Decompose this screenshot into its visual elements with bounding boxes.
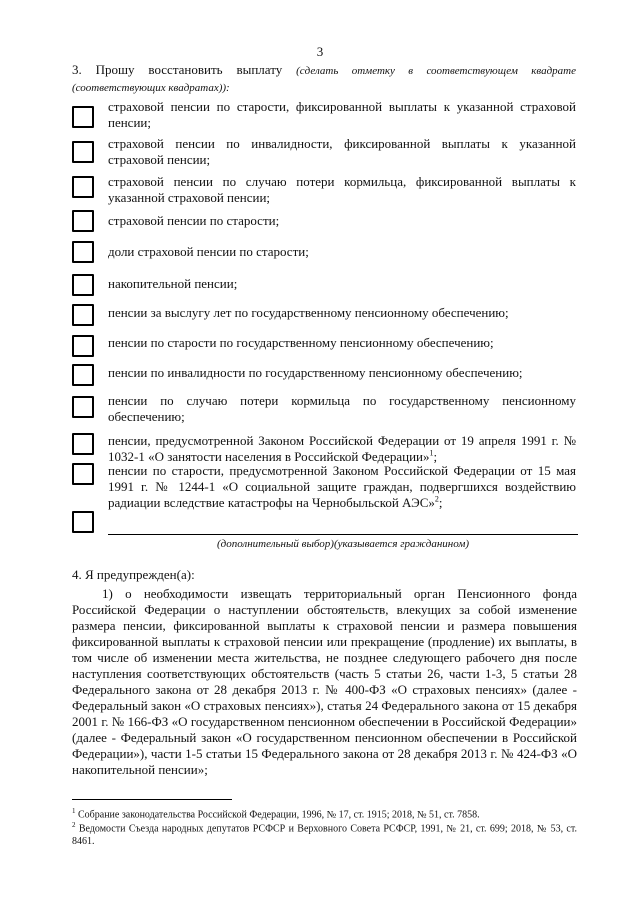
footnote-separator	[72, 799, 232, 800]
checkbox-disability-insurance-fixed[interactable]	[72, 141, 94, 163]
option-label: пенсии по старости по государственному пенсионному обеспечению;	[108, 335, 494, 350]
option-label: доли страховой пенсии по старости;	[108, 244, 309, 259]
checkbox-state-disability[interactable]	[72, 364, 94, 386]
footnote-text: Собрание законодательства Российской Федерации, 1996, № 17, ст. 1915; 2018, № 51, ст. 7858.	[78, 809, 480, 821]
additional-choice-caption: (дополнительный выбор)(указывается гражданином)	[216, 538, 470, 550]
option-label: пенсии за выслугу лет по государственному пенсионному обеспечению;	[108, 305, 509, 320]
checkbox-state-old-age[interactable]	[72, 335, 94, 357]
checkbox-survivor-insurance-fixed[interactable]	[72, 176, 94, 198]
additional-choice-input-line[interactable]	[108, 534, 578, 535]
option-label: страховой пенсии по старости;	[108, 213, 280, 228]
option-label: страховой пенсии по старости, фиксированной выплаты к указанной страховой пенсии;	[108, 99, 576, 130]
section-3-title	[72, 62, 576, 96]
checkbox-old-age-share[interactable]	[72, 241, 94, 263]
checkbox-funded-pension[interactable]	[72, 274, 94, 296]
section-4-heading: 4. Я предупрежден(а):	[72, 567, 195, 582]
option-label: пенсии по старости, предусмотренной Законом Российской Федерации от 15 мая 1991 г. № 1244-1 «О социальной защите граждан, подвергшихся воздействию радиации вследствие катастрофы на Чернобыльской АЭС»$^2$;	[108, 463, 576, 510]
footnote-mark: 1	[72, 807, 76, 815]
page-number: 3	[316, 44, 324, 59]
section-3-hint: (сделать отметку в соответствующем квадрате (соответствующих квадратах)):	[72, 65, 577, 94]
footnote-text: Ведомости Съезда народных депутатов РСФСР и Верховного Совета РСФСР, 1991, № 21, ст. 699; 2018, № 53, ст. 8461.	[72, 823, 577, 848]
checkbox-employment-law[interactable]	[72, 433, 94, 455]
checkbox-old-age-insurance-fixed[interactable]	[72, 106, 94, 128]
checkbox-chernobyl-law[interactable]	[72, 463, 94, 485]
section-3-heading: 3. Прошу восстановить выплату	[72, 62, 283, 77]
option-label: пенсии по инвалидности по государственному пенсионному обеспечению;	[108, 365, 523, 380]
option-label: пенсии, предусмотренной Законом Российской Федерации от 19 апреля 1991 г. № 1032-1 «О занятости населения в Российской Федерации»$^1$;	[108, 433, 576, 464]
footnote-ref-1: 1	[429, 448, 434, 458]
option-label: страховой пенсии по инвалидности, фиксированной выплаты к указанной страховой пенсии;	[108, 136, 576, 167]
option-label: страховой пенсии по случаю потери кормильца, фиксированной выплаты к указанной страховой пенсии;	[108, 174, 576, 205]
footnote-mark: 2	[72, 821, 76, 829]
checkbox-state-survivor[interactable]	[72, 396, 94, 418]
option-label: накопительной пенсии;	[108, 276, 238, 291]
checkbox-old-age-insurance[interactable]	[72, 210, 94, 232]
footnote-ref-2: 2	[434, 494, 439, 504]
checkbox-additional[interactable]	[72, 511, 94, 533]
checkbox-long-service[interactable]	[72, 304, 94, 326]
section-4-paragraph: 1) о необходимости извещать территориальный орган Пенсионного фонда Российской Федерации о наступлении обстоятельств, влекущих за собой изменение размера пенсии, фиксированной выплаты к страховой пенсии и размера повышения фиксированной выплаты к страховой пенсии или прекращение (продление) их выплаты, в том числе об изменении места жительства, не позднее следующего рабочего дня после наступления соответствующих обстоятельств (часть 5 статьи 26, части 1-3, 5 статьи 28 Федерального закона от 28 декабря 2013 г. № 400-ФЗ «О страховых пенсиях» (далее - Федеральный закон «О страховых пенсиях»), статья 24 Федерального закона от 15 декабря 2001 г. № 166-ФЗ «О государственном пенсионном обеспечении в Российской Федерации» (далее - Федеральный закон «О государственном пенсионном обеспечении в Российской Федерации»), части 1-5 статьи 15 Федерального закона от 28 декабря 2013 г. № 424-ФЗ «О накопительной пенсии»;	[72, 586, 577, 777]
option-label: пенсии по случаю потери кормильца по государственному пенсионному обеспечению;	[108, 393, 576, 424]
footnote-2	[72, 819, 577, 848]
